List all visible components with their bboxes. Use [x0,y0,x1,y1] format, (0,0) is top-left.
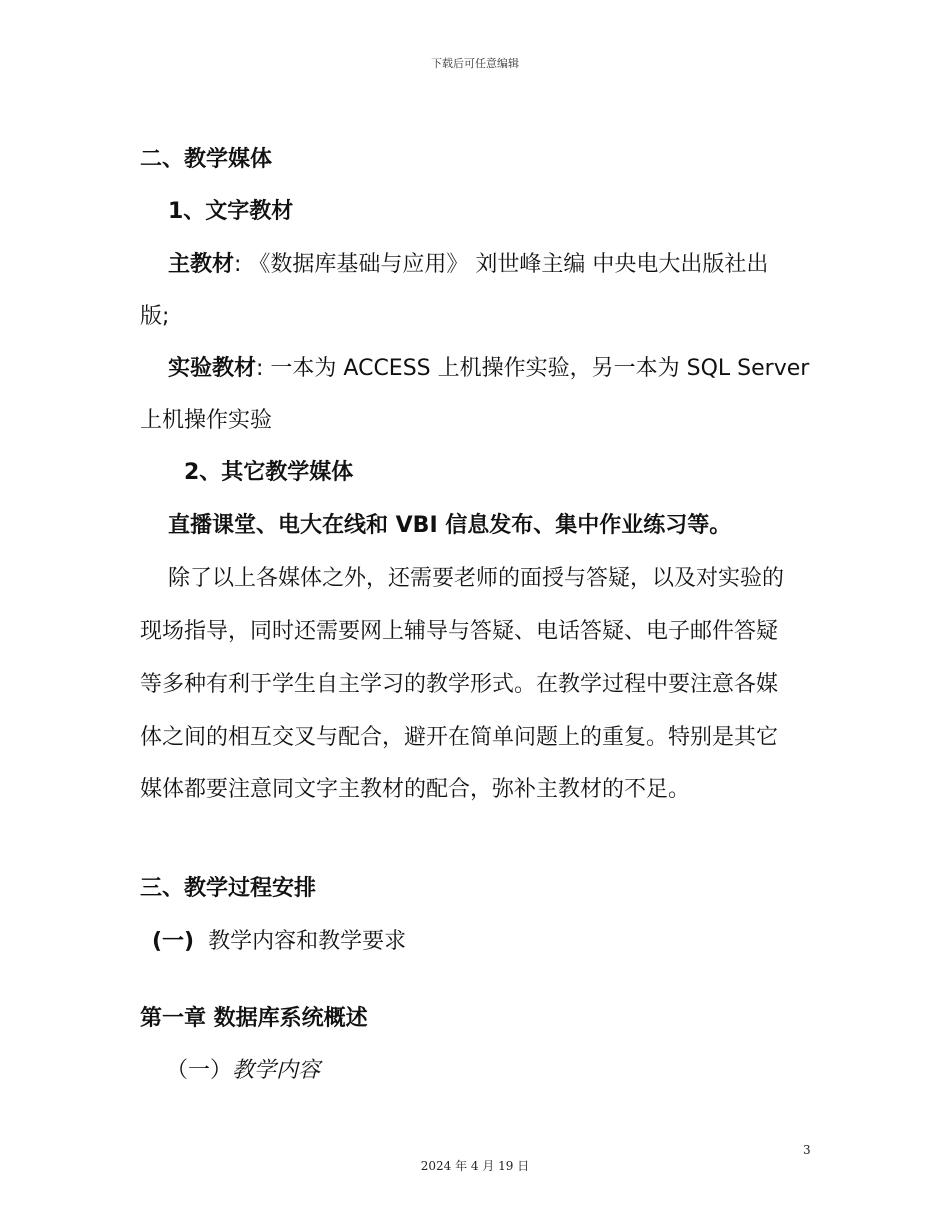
chapter-title: 第一章 数据库系统概述 [140,1006,368,1031]
paragraph-line: 媒体都要注意同文字主教材的配合，弥补主教材的不足。 [140,777,691,802]
page-number: 3 [803,1143,811,1157]
other-media-list: 直播课堂、电大在线和 VBI 信息发布、集中作业练习等。 [168,513,732,538]
subsection-title-text-materials: 1、文字教材 [168,199,294,224]
page-header: 下载后可任意编辑 [431,57,519,70]
main-textbook-value: : 《数据库基础与应用》 刘世峰主编 中央电大出版社出 [234,252,769,277]
lab-textbook-continuation: 上机操作实验 [140,408,273,433]
teaching-content-label: (一) [152,929,195,954]
chapter-subheading [166,1056,320,1086]
paragraph-line: 现场指导，同时还需要网上辅导与答疑、电话答疑、电子邮件答疑 [140,619,779,644]
paragraph-line: 体之间的相互交叉与配合，避开在简单问题上的重复。特别是其它 [140,725,779,750]
page-footer-date: 2024 年 4 月 19 日 [420,1159,530,1173]
main-textbook-label: 主教材 [168,252,235,277]
section-title-teaching-media: 二、教学媒体 [140,147,273,172]
lab-textbook-line [168,354,809,384]
chapter-subheading-label: （一） [166,1058,233,1083]
lab-textbook-value: : 一本为 ACCESS 上机操作实验，另一本为 SQL Server [256,356,810,381]
subsection-title-other-media: 2、其它教学媒体 [184,460,354,485]
section-title-teaching-process: 三、教学过程安排 [140,876,317,901]
paragraph-line: 等多种有利于学生自主学习的教学形式。在教学过程中要注意各媒 [140,672,779,697]
paragraph-line: 除了以上各媒体之外，还需要老师的面授与答疑，以及对实验的 [168,566,785,591]
lab-textbook-label: 实验教材 [168,356,257,381]
teaching-content-text: 教学内容和教学要求 [208,929,407,954]
chapter-subheading-text: 教学内容 [232,1058,321,1083]
main-textbook-continuation: 版; [140,304,170,329]
teaching-content-requirements [152,927,406,957]
main-textbook-line [168,250,768,280]
